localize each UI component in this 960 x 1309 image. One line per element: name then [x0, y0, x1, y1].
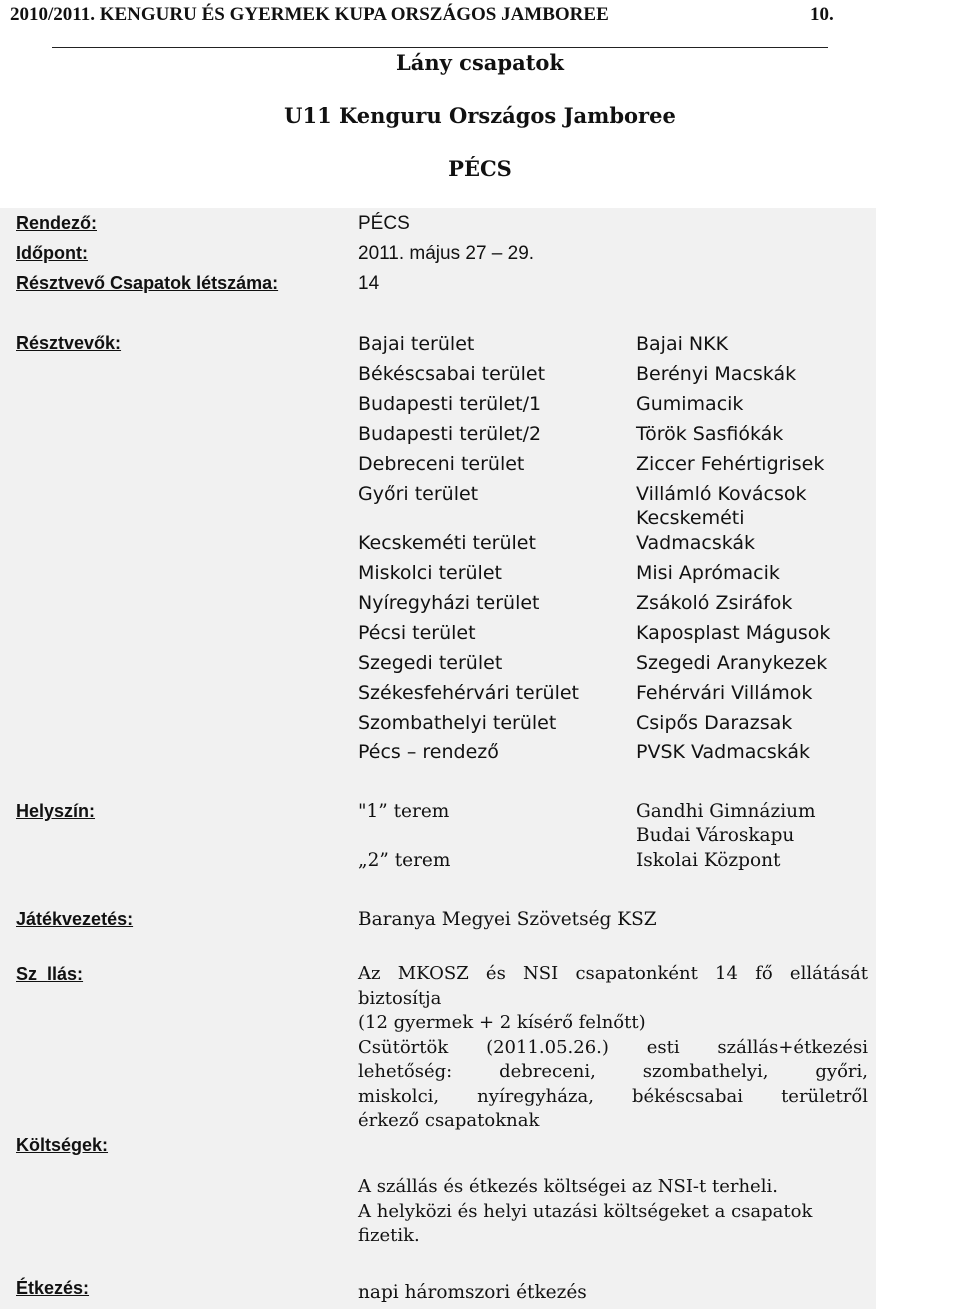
lodging-line: lehetőség: debreceni, szombathelyi, győri, — [358, 1061, 868, 1082]
lodging-label-part-a: Sz — [16, 964, 38, 984]
venue-place-2: Budai Városkapu — [636, 825, 795, 846]
area-item: Budapesti terület/2 — [358, 423, 542, 445]
team-item: Gumimacik — [636, 393, 744, 415]
meals-value: napi háromszori étkezés — [358, 1282, 587, 1303]
team-item: Szegedi Aranykezek — [636, 652, 828, 674]
title-city: PÉCS — [448, 156, 512, 181]
costs-line: A helyközi és helyi utazási költségeket a csapatok — [358, 1200, 813, 1222]
team-item: PVSK Vadmacskák — [636, 741, 811, 763]
area-item: Debreceni terület — [358, 453, 525, 475]
lodging-line: miskolci, nyíregyháza, békéscsabai területről — [358, 1085, 868, 1107]
date-label: Időpont: — [16, 243, 88, 263]
venue-place-3: Iskolai Központ — [636, 850, 781, 871]
area-item: Székesfehérvári terület — [358, 682, 579, 704]
meals-label: Étkezés: — [16, 1278, 90, 1298]
costs-line: A szállás és étkezés költségei az NSI-t terheli. — [358, 1176, 778, 1197]
referees-value: Baranya Megyei Szövetség KSZ — [358, 909, 657, 930]
header-divider — [52, 47, 828, 48]
team-item: Fehérvári Villámok — [636, 682, 813, 704]
area-item: Pécs – rendező — [358, 741, 499, 763]
team-count-value: 14 — [358, 273, 380, 294]
team-item: Misi Aprómacik — [636, 562, 780, 584]
area-item: Békéscsabai terület — [358, 363, 546, 385]
team-item: Csipős Darazsak — [636, 712, 793, 734]
lodging-line: Az MKOSZ és NSI csapatonként 14 fő ellátását — [358, 963, 868, 984]
team-item: Kecskeméti — [636, 507, 745, 529]
lodging-text — [358, 962, 868, 1134]
area-item: Kecskeméti terület — [358, 532, 536, 554]
hall-2: „2” terem — [358, 850, 451, 871]
lodging-line: (12 gyermek + 2 kísérő felnőtt) — [358, 1012, 646, 1033]
participants-label: Résztvevők: — [16, 333, 122, 353]
area-item: Pécsi terület — [358, 622, 476, 644]
area-item: Nyíregyházi terület — [358, 592, 540, 614]
team-item: Vadmacskák — [636, 532, 756, 554]
team-item: Kaposplast Mágusok — [636, 622, 831, 644]
title-category: Lány csapatok — [396, 50, 564, 75]
team-item: Zsákoló Zsiráfok — [636, 592, 793, 614]
page-number: 10. — [810, 4, 834, 25]
lodging-line: Csütörtök (2011.05.26.) esti szállás+étkezési — [358, 1036, 868, 1058]
referees-label: Játékvezetés: — [16, 909, 134, 929]
costs-text — [358, 1175, 868, 1249]
costs-label: Költségek: — [16, 1135, 109, 1155]
costs-line: fizetik. — [358, 1225, 420, 1246]
area-item: Győri terület — [358, 483, 479, 505]
header-title: 2010/2011. KENGURU ÉS GYERMEK KUPA ORSZÁGOS JAMBOREE — [10, 4, 609, 25]
hall-1: "1” terem — [358, 801, 450, 822]
venue-place-1: Gandhi Gimnázium — [636, 801, 816, 822]
team-item: Ziccer Fehértigrisek — [636, 453, 825, 475]
team-item: Török Sasfiókák — [636, 423, 784, 445]
organizer-value: PÉCS — [358, 213, 410, 234]
area-item: Szegedi terület — [358, 652, 503, 674]
area-item: Bajai terület — [358, 333, 475, 355]
team-item: Bajai NKK — [636, 333, 729, 355]
area-item: Budapesti terület/1 — [358, 393, 542, 415]
venue-label: Helyszín: — [16, 801, 96, 821]
lodging-label — [16, 964, 83, 985]
organizer-label: Rendező: — [16, 213, 97, 233]
team-item: Berényi Macskák — [636, 363, 797, 385]
team-item: Villámló Kovácsok — [636, 483, 807, 505]
area-item: Szombathelyi terület — [358, 712, 557, 734]
date-value: 2011. május 27 – 29. — [358, 243, 535, 264]
lodging-label-part-b: llás: — [47, 964, 84, 984]
team-count-label: Résztvevő Csapatok létszáma: — [16, 273, 279, 293]
lodging-line: érkező csapatoknak — [358, 1110, 540, 1131]
title-event: U11 Kenguru Országos Jamboree — [284, 103, 676, 128]
area-item: Miskolci terület — [358, 562, 502, 584]
document-header — [10, 4, 834, 26]
lodging-line: biztosítja — [358, 987, 442, 1009]
